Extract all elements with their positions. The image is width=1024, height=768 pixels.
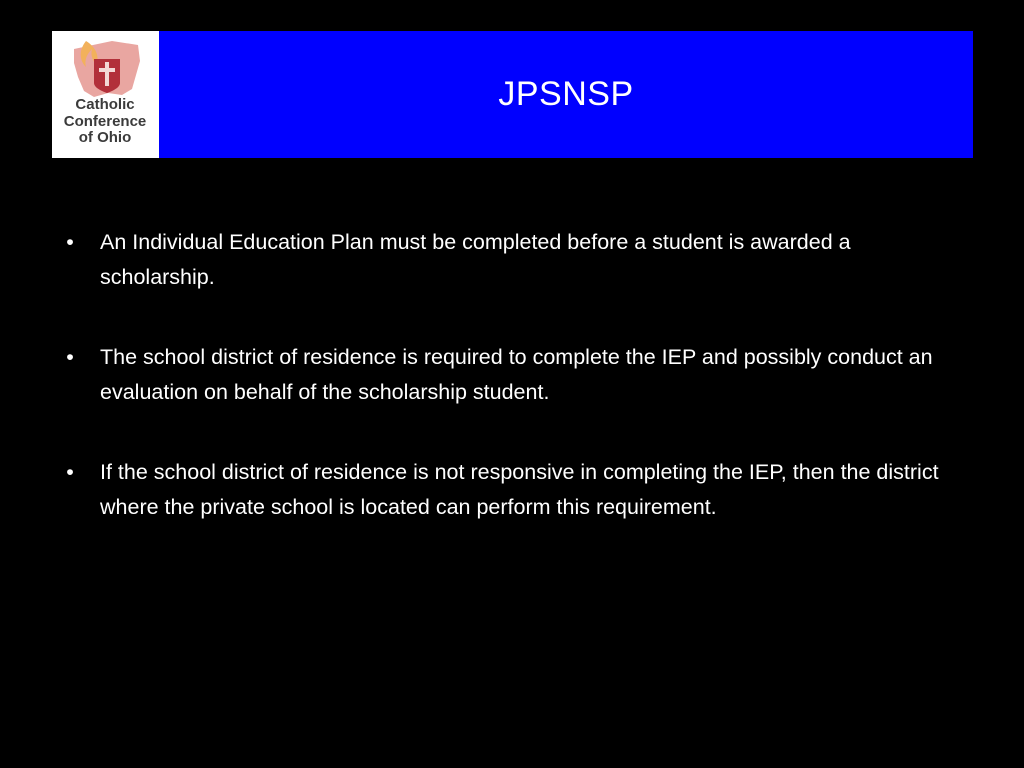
logo-text-line2: Conference	[63, 113, 147, 130]
bullet-list	[60, 225, 960, 570]
bullet-text: If the school district of residence is not responsive in completing the IEP, then the district where the private school is located can perform this requirement.	[100, 460, 939, 519]
bullet-dot-icon: •	[66, 230, 74, 254]
logo-graphic	[52, 31, 159, 158]
bullet-item	[60, 455, 960, 525]
logo-text-line1: Catholic	[75, 96, 135, 113]
cross-icon-horizontal	[99, 68, 115, 72]
bullet-item	[60, 225, 960, 295]
slide-title: JPSNSP	[498, 75, 634, 113]
logo-text-line3: of Ohio	[78, 129, 132, 146]
bullet-text: An Individual Education Plan must be completed before a student is awarded a scholarship.	[100, 230, 851, 289]
bullet-text: The school district of residence is required to complete the IEP and possibly conduct an evaluation on behalf of the scholarship student.	[100, 345, 933, 404]
cross-icon-vertical	[105, 62, 109, 86]
bullet-dot-icon: •	[66, 460, 74, 484]
bullet-dot-icon: •	[66, 345, 74, 369]
catholic-conference-of-ohio-logo	[52, 31, 159, 158]
bullet-item	[60, 340, 960, 410]
